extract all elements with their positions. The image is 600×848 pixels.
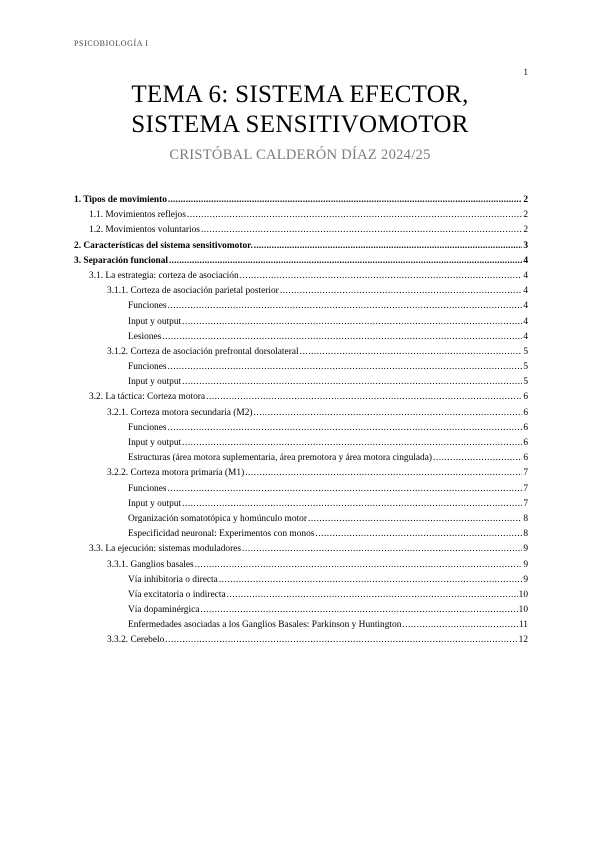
toc-entry-page: 6 (523, 438, 528, 448)
toc-entry[interactable] (74, 332, 528, 347)
toc-entry[interactable] (74, 317, 528, 332)
toc-entry-label: 3.1.2. Corteza de asociación prefrontal dorsolateral (107, 346, 299, 357)
toc-entry-page: 8 (523, 529, 528, 540)
toc-entry[interactable] (74, 544, 528, 559)
toc-leader-dots (200, 605, 517, 615)
toc-entry-label: Lesiones (128, 331, 162, 342)
toc-entry-page: 6 (523, 422, 528, 433)
toc-entry-page: 7 (523, 468, 528, 479)
title-line-1: TEMA 6: SISTEMA EFECTOR, (131, 81, 469, 108)
toc-leader-dots (227, 590, 518, 600)
toc-leader-dots (168, 195, 522, 205)
toc-leader-dots (433, 453, 522, 463)
toc-entry-page: 4 (523, 301, 528, 312)
toc-entry-label: 2. Características del sistema sensitivomotor. (74, 240, 253, 251)
toc-entry-page: 10 (518, 605, 528, 616)
toc-entry-page: 11 (518, 620, 528, 631)
toc-entry-label: Especificidad neuronal: Experimentos con monos (128, 529, 315, 540)
toc-entry-label: Input y output (128, 498, 182, 509)
toc-entry-label: 3.1. La estrategia: corteza de asociación (89, 270, 239, 281)
toc-leader-dots (182, 377, 522, 387)
title-line-2: SISTEMA SENSITIVOMOTOR (131, 111, 469, 138)
toc-entry[interactable] (74, 590, 528, 605)
toc-leader-dots (315, 529, 522, 539)
toc-entry-label: 3.2.1. Corteza motora secundaria (M2) (107, 407, 253, 418)
toc-leader-dots (182, 438, 522, 448)
toc-entry-page: 8 (523, 513, 528, 524)
toc-leader-dots (168, 423, 523, 433)
toc-entry-label: Input y output (128, 438, 182, 448)
toc-leader-dots (206, 392, 522, 402)
toc-entry[interactable] (74, 575, 528, 590)
toc-entry-page: 12 (518, 635, 528, 646)
toc-leader-dots (169, 256, 522, 266)
toc-entry[interactable] (74, 605, 528, 620)
toc-leader-dots (182, 317, 522, 327)
toc-entry[interactable] (74, 225, 528, 240)
toc-entry-page: 4 (523, 270, 528, 281)
toc-entry[interactable] (74, 301, 528, 316)
toc-leader-dots (182, 499, 522, 509)
toc-leader-dots (280, 286, 523, 296)
toc-entry[interactable] (74, 468, 528, 483)
toc-entry-page: 6 (523, 392, 528, 403)
toc-leader-dots (254, 408, 523, 418)
toc-entry-label: 3.2.2. Corteza motora primaria (M1) (107, 468, 245, 479)
toc-entry-page: 2 (523, 195, 528, 205)
toc-entry-page: 10 (518, 589, 528, 600)
toc-leader-dots (168, 301, 523, 311)
toc-leader-dots (219, 575, 522, 585)
toc-entry-page: 9 (523, 559, 528, 570)
toc-entry-label: 1.1. Movimientos reflejos (89, 210, 186, 221)
toc-entry[interactable] (74, 529, 528, 544)
toc-entry-label: Funciones (128, 362, 167, 373)
toc-entry[interactable] (74, 499, 528, 514)
toc-entry-page: 9 (523, 574, 528, 585)
toc-entry-page: 2 (523, 225, 528, 236)
toc-entry-label: 3.3.1. Ganglios basales (107, 559, 194, 570)
toc-entry[interactable] (74, 484, 528, 499)
toc-entry-label: 3. Separación funcional (74, 255, 169, 266)
toc-entry[interactable] (74, 362, 528, 377)
toc-entry-label: Enfermedades asociadas a los Ganglios Basales: Parkinson y Huntington (128, 620, 402, 631)
toc-entry-page: 4 (523, 331, 528, 342)
toc-entry-label: Vía dopaminérgica (128, 605, 200, 616)
toc-entry-page: 5 (523, 362, 528, 373)
toc-leader-dots (168, 484, 523, 494)
toc-entry-page: 7 (523, 498, 528, 509)
toc-entry[interactable] (74, 392, 528, 407)
toc-entry-label: 3.3. La ejecución: sistemas moduladores (89, 544, 242, 555)
toc-entry-label: Funciones (128, 301, 167, 312)
toc-entry-page: 3 (523, 240, 528, 251)
toc-leader-dots (195, 560, 523, 570)
toc-entry-label: 1. Tipos de movimiento (74, 195, 167, 205)
toc-entry[interactable] (74, 347, 528, 362)
toc-entry[interactable] (74, 423, 528, 438)
author-line: CRISTÓBAL CALDERÓN DÍAZ 2024/25 (169, 147, 431, 163)
document-title (0, 80, 600, 140)
toc-leader-dots (165, 635, 517, 645)
toc-leader-dots (245, 468, 522, 478)
toc-entry-label: Vía inhibitoria o directa (128, 574, 218, 585)
toc-leader-dots (201, 225, 522, 235)
toc-leader-dots (162, 332, 522, 342)
toc-entry[interactable] (74, 210, 528, 225)
toc-entry[interactable] (74, 514, 528, 529)
toc-entry[interactable] (74, 241, 528, 256)
toc-entry-page: 5 (523, 346, 528, 357)
toc-entry[interactable] (74, 377, 528, 392)
toc-leader-dots (240, 271, 523, 281)
toc-entry-page: 9 (523, 544, 528, 555)
toc-entry[interactable] (74, 271, 528, 286)
toc-entry[interactable] (74, 635, 528, 650)
toc-entry-page: 5 (523, 377, 528, 388)
toc-entry[interactable] (74, 408, 528, 423)
toc-entry[interactable] (74, 256, 528, 271)
toc-entry-label: 3.1.1. Corteza de asociación parietal posterior (107, 286, 279, 297)
page-number: 1 (523, 67, 528, 77)
toc-entry-label: 1.2. Movimientos voluntarios (89, 225, 200, 236)
toc-entry[interactable] (74, 560, 528, 575)
toc-entry[interactable] (74, 438, 528, 453)
toc-entry-label: 3.3.2. Cerebelo (107, 635, 165, 646)
toc-entry-page: 2 (523, 210, 528, 221)
toc-entry-page: 4 (523, 255, 528, 266)
toc-entry-page: 4 (523, 286, 528, 297)
toc-entry-label: Estructuras (área motora suplementaria, área premotora y área motora cingulada) (128, 453, 433, 464)
toc-leader-dots (242, 544, 522, 554)
toc-entry-label: Input y output (128, 316, 182, 327)
toc-entry-label: Funciones (128, 422, 167, 433)
toc-entry[interactable] (74, 620, 528, 635)
toc-leader-dots (254, 241, 523, 251)
toc-leader-dots (308, 514, 522, 524)
toc-entry-page: 6 (523, 407, 528, 418)
toc-leader-dots (168, 362, 523, 372)
running-header: PSICOBIOLOGÍA I (74, 39, 149, 48)
toc-leader-dots (300, 347, 523, 357)
toc-entry-page: 4 (523, 316, 528, 327)
toc-entry-page: 7 (523, 483, 528, 494)
toc-entry-label: 3.2. La táctica: Corteza motora (89, 392, 206, 403)
toc-entry[interactable] (74, 195, 528, 210)
toc-entry-label: Vía excitatoria o indirecta (128, 589, 226, 600)
table-of-contents (74, 195, 528, 651)
toc-entry-label: Funciones (128, 483, 167, 494)
toc-entry[interactable] (74, 453, 528, 468)
toc-entry[interactable] (74, 286, 528, 301)
toc-leader-dots (402, 620, 518, 630)
toc-entry-label: Organización somatotópica y homúnculo motor (128, 513, 307, 524)
toc-leader-dots (187, 210, 522, 220)
toc-entry-page: 6 (523, 453, 528, 464)
toc-entry-label: Input y output (128, 377, 182, 388)
